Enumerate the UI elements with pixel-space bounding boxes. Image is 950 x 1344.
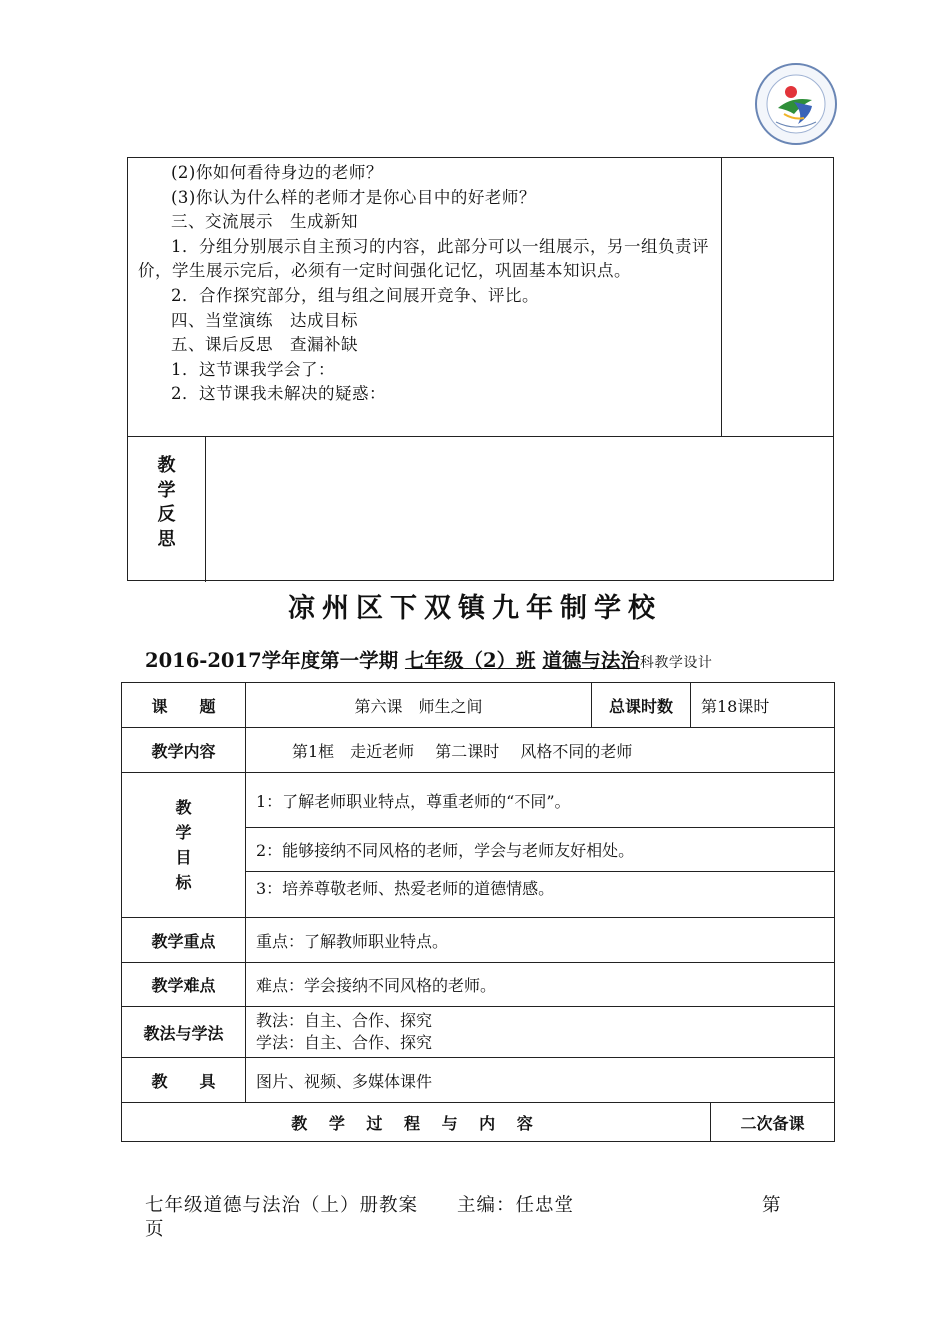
teaching-reflection-label: 教 学 反 思 bbox=[157, 455, 176, 550]
total-hours-value: 第18课时 bbox=[691, 683, 835, 728]
reflection-item-1: 1．这节课我学会了： bbox=[171, 359, 335, 379]
step-three-item-1: 1．分组分别展示自主预习的内容，此部分可以一组展示，另一组负责评价，学生展示完后，必须有一定时间强化记忆，巩固基本知识点。 bbox=[138, 236, 709, 281]
content-value: 第1框 走近老师 第二课时 风格不同的老师 bbox=[246, 728, 835, 773]
goals-label: 教 学 目 标 bbox=[122, 773, 246, 918]
difficulty-value: 难点：学会接纳不同风格的老师。 bbox=[246, 963, 835, 1007]
lesson-process-text bbox=[138, 161, 718, 407]
difficulty-label: 教学难点 bbox=[122, 963, 246, 1007]
process-header: 教 学 过 程 与 内 容 bbox=[122, 1103, 711, 1142]
class-name: 七年级（2）班 bbox=[404, 649, 536, 672]
subject-suffix: 科教学设计 bbox=[639, 655, 713, 671]
process-header-row bbox=[122, 1103, 835, 1142]
goal-2: 2：能够接纳不同风格的老师，学会与老师友好相处。 bbox=[246, 828, 835, 872]
learning-method: 学法：自主、合作、探究 bbox=[256, 1033, 433, 1052]
question-3: (3)你认为什么样的老师才是你心目中的好老师？ bbox=[171, 187, 536, 207]
step-four-heading: 四、当堂演练 达成目标 bbox=[171, 310, 358, 330]
content-row bbox=[122, 728, 835, 773]
tools-label: 教 具 bbox=[122, 1058, 246, 1103]
topic-value: 第六课 师生之间 bbox=[246, 683, 592, 728]
method-value bbox=[246, 1007, 835, 1058]
reflection-item-2: 2．这节课我未解决的疑惑： bbox=[171, 384, 386, 404]
method-label: 教法与学法 bbox=[122, 1007, 246, 1058]
question-2: (2)你如何看待身边的老师？ bbox=[171, 163, 383, 182]
plan-subtitle bbox=[145, 645, 712, 673]
second-prep-header: 二次备课 bbox=[711, 1103, 835, 1142]
subject-name: 道德与法治 bbox=[542, 649, 640, 672]
method-row bbox=[122, 1007, 835, 1058]
topic-label: 课 题 bbox=[122, 683, 246, 728]
total-hours-label: 总课时数 bbox=[592, 683, 691, 728]
footer-text: 七年级道德与法治（上）册教案 主编：任忠堂 bbox=[145, 1195, 575, 1216]
goal-1: 1：了解老师职业特点，尊重老师的“不同”。 bbox=[246, 773, 835, 828]
school-title: 凉州区下双镇九年制学校 bbox=[288, 593, 662, 624]
topic-row bbox=[122, 683, 835, 728]
school-logo bbox=[754, 62, 838, 146]
page-footer bbox=[145, 1194, 795, 1242]
teaching-method: 教法：自主、合作、探究 bbox=[256, 1011, 433, 1030]
step-three-item-2: 2．合作探究部分，组与组之间展开竞争、评比。 bbox=[171, 285, 539, 305]
footer-page-suffix: 页 bbox=[145, 1219, 165, 1240]
key-point-label: 教学重点 bbox=[122, 918, 246, 963]
key-point-row bbox=[122, 918, 835, 963]
difficulty-row bbox=[122, 963, 835, 1007]
key-point-value: 重点：了解教师职业特点。 bbox=[246, 918, 835, 963]
step-three-heading: 三、交流展示 生成新知 bbox=[171, 212, 358, 232]
step-five-heading: 五、课后反思 查漏补缺 bbox=[171, 335, 358, 355]
goal-row-1 bbox=[122, 773, 835, 828]
goal-3: 3：培养尊敬老师、热爱老师的道德情感。 bbox=[246, 872, 835, 918]
tools-value: 图片、视频、多媒体课件 bbox=[246, 1058, 835, 1103]
content-label: 教学内容 bbox=[122, 728, 246, 773]
teaching-design-table bbox=[121, 682, 835, 1142]
term-text: 2016-2017学年度第一学期 bbox=[145, 649, 399, 672]
tools-row bbox=[122, 1058, 835, 1103]
footer-page-label: 第 bbox=[762, 1195, 782, 1216]
continuation-table bbox=[127, 157, 834, 581]
